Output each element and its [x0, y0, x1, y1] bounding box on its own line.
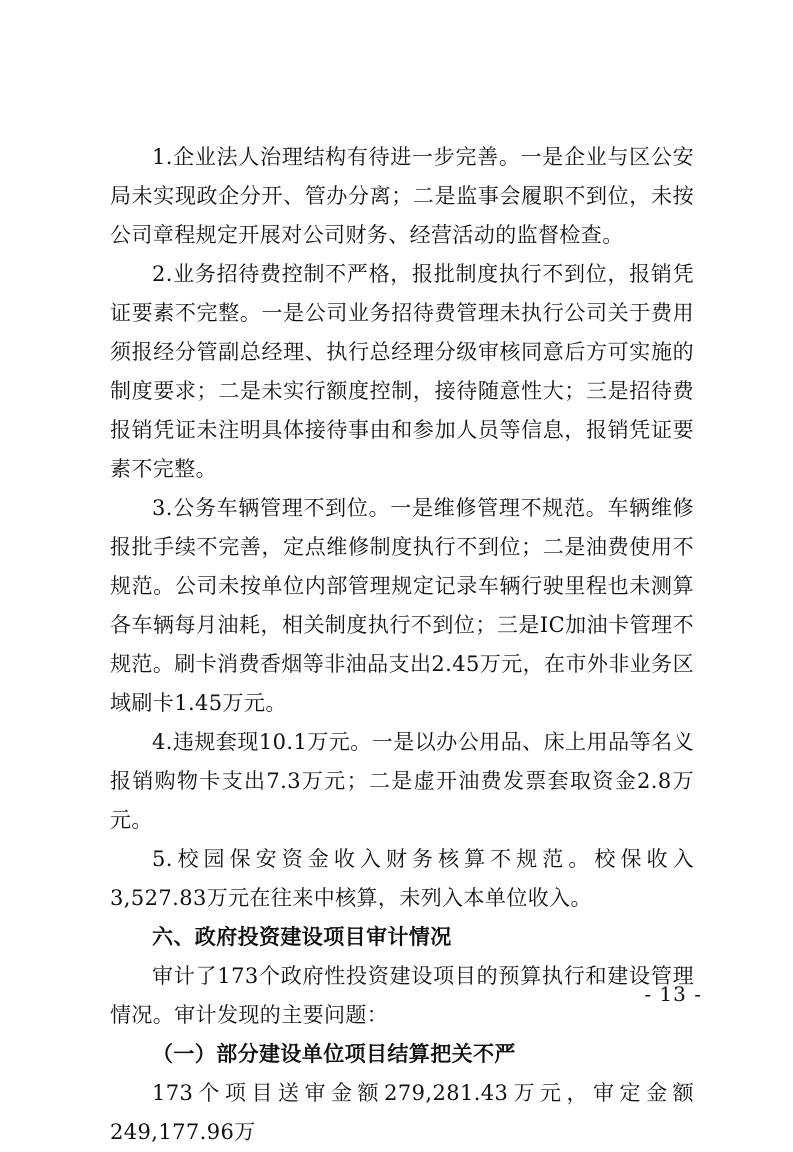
section-paragraph: 审计了173个政府性投资建设项目的预算执行和建设管理情况。审计发现的主要问题： [110, 964, 694, 1027]
paragraph-vehicle-management: 3.公务车辆管理不到位。一是维修管理不规范。车辆维修报批手续不完善，定点维修制度执行不到位；二是油费使用不规范。公司未按单位内部管理规定记录车辆行驶里程也未测算各车辆每月油耗，相关制度执行不到位；三是IC加油卡管理不规范。刷卡消费香烟等非油品支出2.45万元，在市外非业务区域刷卡1.45万元。 [110, 496, 694, 715]
last-paragraph: 173个项目送审金额279,281.43万元，审定金额249,177.96万 [110, 1081, 694, 1144]
subsection-heading: （一）部分建设单位项目结算把关不严 [152, 1042, 516, 1066]
paragraph-entertainment-expenses: 2.业务招待费控制不严格，报批制度执行不到位，报销凭证要素不完整。一是公司业务招待费管理未执行公司关于费用须报经分管副总经理、执行总经理分级审核同意后方可实施的制度要求；二是未实行额度控制，接待随意性大；三是招待费报销凭证未注明具体接待事由和参加人员等信息，报销凭证要素不完整。 [110, 262, 694, 481]
paragraph-corporate-governance: 1.企业法人治理结构有待进一步完善。一是企业与区公安局未实现政企分开、管办分离；二是监事会履职不到位，未按公司章程规定开展对公司财务、经营活动的监督检查。 [110, 145, 694, 247]
paragraph-cash-out: 4.违规套现10.1万元。一是以办公用品、床上用品等名义报销购物卡支出7.3万元；二是虚开油费发票套取资金2.8万元。 [110, 730, 694, 832]
paragraph-security-funds: 5.校园保安资金收入财务核算不规范。校保收入3,527.83万元在往来中核算，未列入本单位收入。 [110, 847, 694, 910]
page-number: - 13 - [644, 982, 702, 1006]
document-body [110, 138, 694, 1152]
section-heading: 六、政府投资建设项目审计情况 [152, 925, 452, 949]
